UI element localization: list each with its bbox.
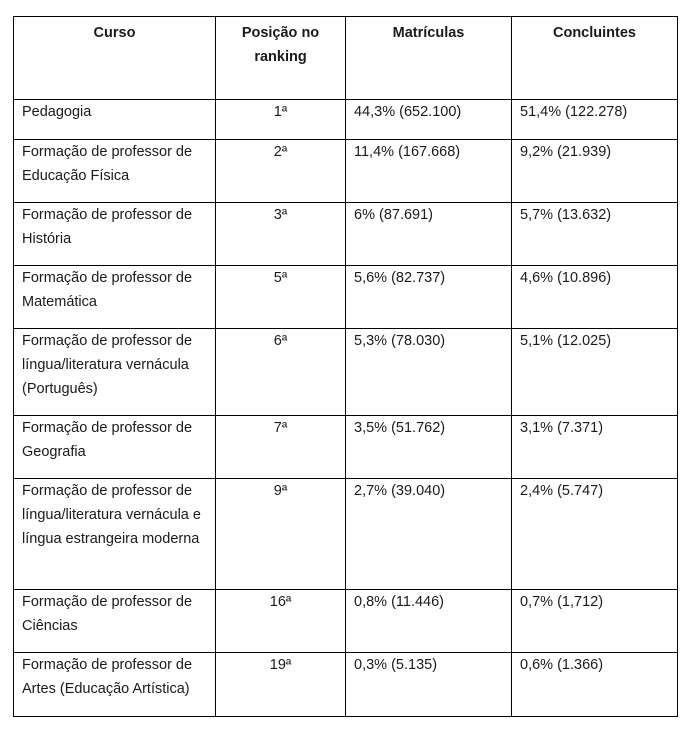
cell-matriculas: 0,3% (5.135) <box>346 653 512 717</box>
cell-matriculas: 3,5% (51.762) <box>346 416 512 479</box>
cell-curso: Pedagogia <box>14 100 216 140</box>
header-row <box>14 17 678 100</box>
table-row <box>14 416 678 479</box>
cell-posicao: 5ª <box>216 266 346 329</box>
header-posicao: Posição no ranking <box>216 17 346 100</box>
cell-curso: Formação de professor de Ciências <box>14 590 216 653</box>
cell-posicao: 6ª <box>216 329 346 416</box>
cell-matriculas: 0,8% (11.446) <box>346 590 512 653</box>
cell-concluintes: 5,1% (12.025) <box>512 329 678 416</box>
cell-curso: Formação de professor de Geografia <box>14 416 216 479</box>
cell-curso: Formação de professor de língua/literatura vernácula e língua estrangeira moderna <box>14 479 216 590</box>
table-row <box>14 203 678 266</box>
cell-posicao: 2ª <box>216 140 346 203</box>
cell-posicao: 7ª <box>216 416 346 479</box>
cell-posicao: 16ª <box>216 590 346 653</box>
cell-matriculas: 2,7% (39.040) <box>346 479 512 590</box>
cell-concluintes: 9,2% (21.939) <box>512 140 678 203</box>
cell-curso: Formação de professor de língua/literatura vernácula (Português) <box>14 329 216 416</box>
table-row <box>14 653 678 717</box>
cell-concluintes: 3,1% (7.371) <box>512 416 678 479</box>
cell-posicao: 9ª <box>216 479 346 590</box>
cell-posicao: 3ª <box>216 203 346 266</box>
cell-matriculas: 44,3% (652.100) <box>346 100 512 140</box>
cell-curso: Formação de professor de Matemática <box>14 266 216 329</box>
header-concluintes: Concluintes <box>512 17 678 100</box>
table-row <box>14 140 678 203</box>
cell-posicao: 1ª <box>216 100 346 140</box>
cell-concluintes: 51,4% (122.278) <box>512 100 678 140</box>
cell-matriculas: 11,4% (167.668) <box>346 140 512 203</box>
cell-curso: Formação de professor de Artes (Educação Artística) <box>14 653 216 717</box>
table-row <box>14 479 678 590</box>
cell-concluintes: 0,6% (1.366) <box>512 653 678 717</box>
table-row <box>14 100 678 140</box>
table-row <box>14 590 678 653</box>
cell-posicao: 19ª <box>216 653 346 717</box>
cell-matriculas: 5,6% (82.737) <box>346 266 512 329</box>
cell-concluintes: 4,6% (10.896) <box>512 266 678 329</box>
header-curso: Curso <box>14 17 216 100</box>
cell-concluintes: 0,7% (1,712) <box>512 590 678 653</box>
table-row <box>14 329 678 416</box>
cell-curso: Formação de professor de História <box>14 203 216 266</box>
table-row <box>14 266 678 329</box>
cell-concluintes: 5,7% (13.632) <box>512 203 678 266</box>
cell-concluintes: 2,4% (5.747) <box>512 479 678 590</box>
courses-table <box>13 16 678 717</box>
cell-curso: Formação de professor de Educação Física <box>14 140 216 203</box>
cell-matriculas: 6% (87.691) <box>346 203 512 266</box>
header-matriculas: Matrículas <box>346 17 512 100</box>
cell-matriculas: 5,3% (78.030) <box>346 329 512 416</box>
